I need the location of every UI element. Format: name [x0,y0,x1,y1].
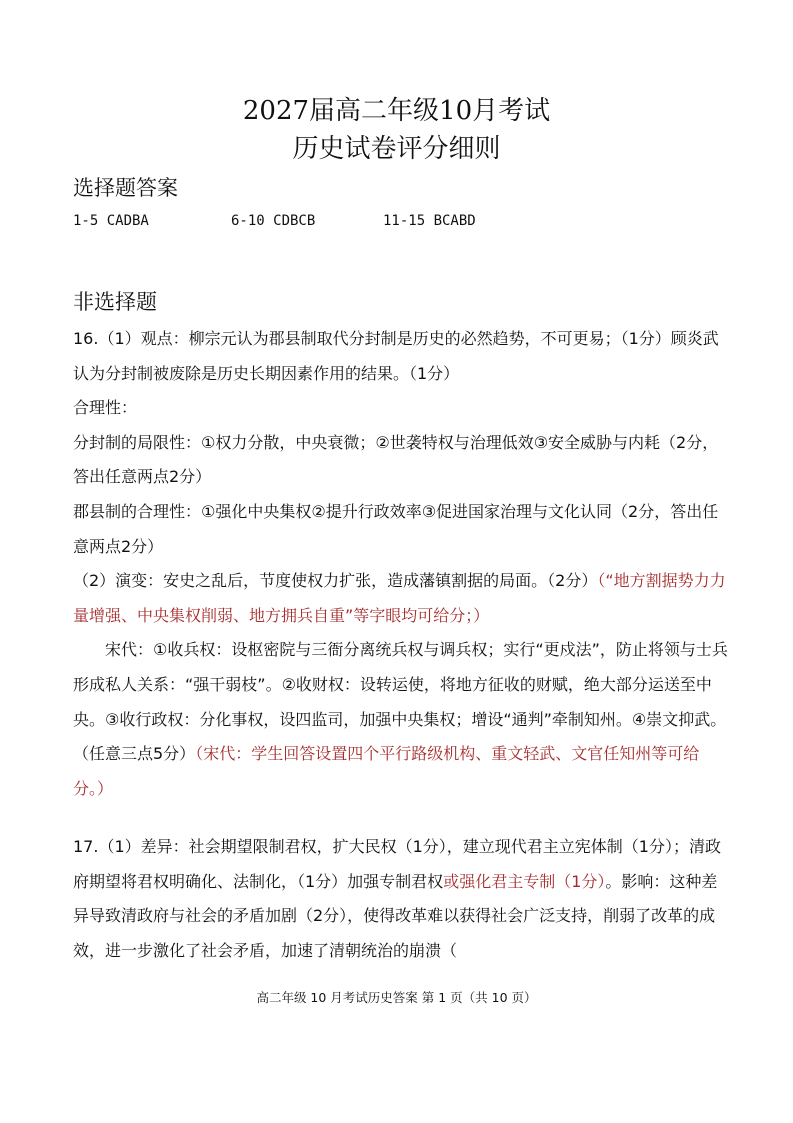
q16-evolution-note: （“地方割据势力力量增强、中央集权削弱、地方拥兵自重”等字眼均可给分；） [73,571,726,625]
mc-answer-1: 1-5 CADBA [73,213,149,229]
exam-title: 2027届高二年级10月考试 [242,96,551,126]
q17-note: 或强化君主专制（1分） [443,871,606,891]
q16-evolution-text: （2）演变：安史之乱后，节度使权力扩张，造成藩镇割据的局面。（2分） [73,571,598,591]
q17-text-a: 17.（1）差异：社会期望限制君权，扩大民权（1分），建立现代君主立宪体制（1分）；清政府期望将君权明确化、法制化，（1分）加强专制君权 [73,837,721,891]
q16-block [73,322,728,806]
q16-part2-evolution [73,564,728,633]
q16-song-text: 宋代：①收兵权：设枢密院与三衙分离统兵权与调兵权；实行“更戍法”，防止将领与士兵形成私人关系：“强干弱枝”。②收财权：设转运使，将地方征收的财赋，绝大部分运送至中央。③收行政权：分化事权，设四监司，加强中央集权；增设“通判”牵制知州。④崇文抑武。（任意三点5分） [73,640,728,764]
page-footer: 高二年级 10 月考试历史答案 第 1 页（共 10 页） [256,990,537,1005]
mc-answer-2: 6-10 CDBCB [231,213,316,229]
q17-block [73,830,728,968]
q16-junxian-rationality: 郡县制的合理性：①强化中央集权②提升行政效率③促进国家治理与文化认同（2分，答出任意两点2分） [73,501,719,556]
q16-viewpoint: 16.（1）观点：柳宗元认为郡县制取代分封制是历史的必然趋势，不可更易；（1分）顾炎武认为分封制被废除是历史长期因素作用的结果。（1分） [73,329,719,383]
nonmc-heading: 非选择题 [73,290,157,314]
q16-rationality-label: 合理性： [73,398,138,418]
q16-song-dynasty [73,633,728,806]
exam-subtitle: 历史试卷评分细则 [292,134,501,164]
q16-song-note: （宋代：学生回答设置四个平行路级机构、重文轻武、文官任知州等可给分。） [73,744,700,798]
q17-part1 [73,830,728,968]
q17-text-b: 。影响：这种差异导致清政府与社会的矛盾加剧（2分），使得改革难以获得社会广泛支持，削弱了改革的成效，进一步激化了社会矛盾，加速了清朝统治的崩溃（ [73,871,718,960]
q16-fengjian-limits: 分封制的局限性：①权力分散，中央衰微；②世袭特权与治理低效③安全威胁与内耗（2分，答出任意两点2分） [73,432,719,487]
mc-answer-3: 11-15 BCABD [383,213,476,229]
mc-heading: 选择题答案 [73,176,178,200]
